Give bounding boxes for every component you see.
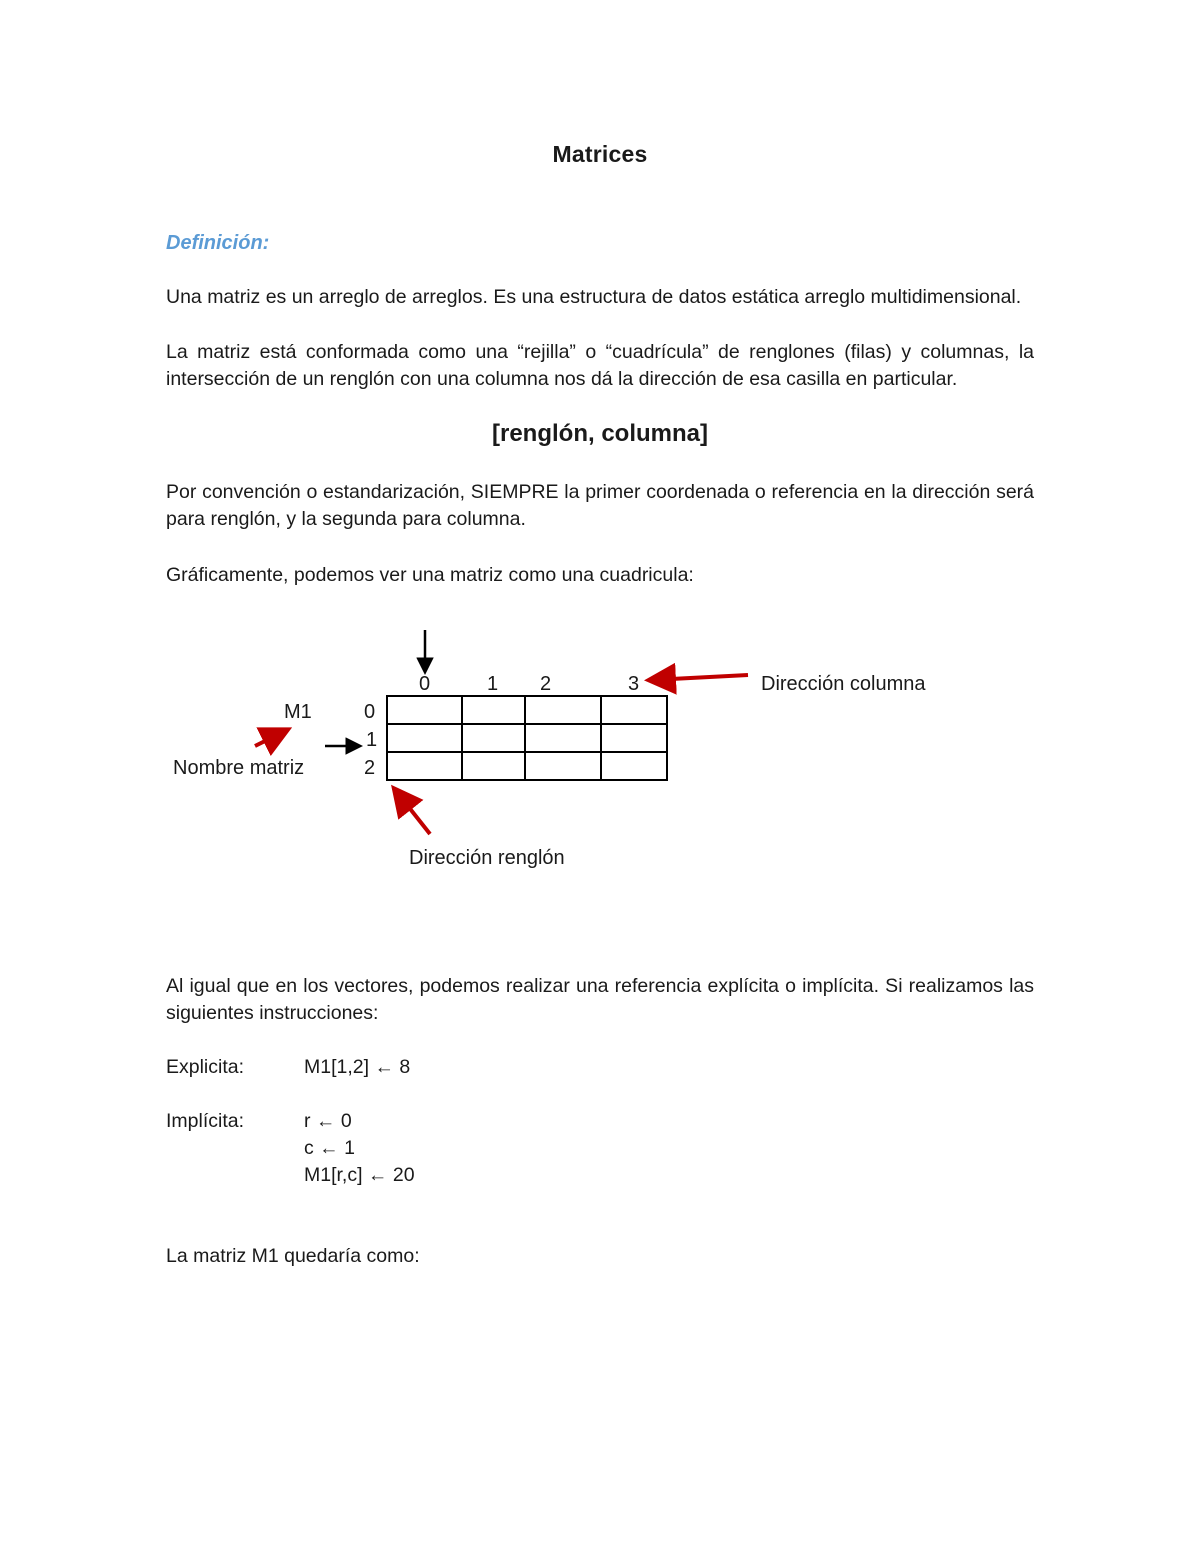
row-index-label: 2 <box>364 757 376 779</box>
paragraph-grid-line-1: La matriz está conformada como una “rejilla” o “cuadrícula” de renglones (filas) y columnas, la <box>166 341 1034 363</box>
row-index-label: 0 <box>364 701 376 723</box>
explicit-label: Explicita: <box>166 1056 245 1078</box>
explicit-instruction: M1[1,2] ← 8 <box>304 1056 411 1078</box>
implicit-instruction: r ← 0 <box>304 1110 352 1132</box>
paragraph-references-line-2: siguientes instrucciones: <box>166 1002 379 1024</box>
column-index-label: 1 <box>487 673 499 695</box>
paragraph-graphic-intro: Gráficamente, podemos ver una matriz como una cuadricula: <box>166 564 694 586</box>
implicit-instruction: M1[r,c] ← 20 <box>304 1164 415 1186</box>
paragraph-convention-line-1: Por convención o estandarización, SIEMPRE la primer coordenada o referencia en la dirección será <box>166 481 1034 503</box>
implicit-label: Implícita: <box>166 1110 245 1132</box>
column-index-label: 0 <box>419 673 431 695</box>
implicit-instruction: c ← 1 <box>304 1137 355 1159</box>
column-index-label: 2 <box>540 673 552 695</box>
paragraph-result-intro: La matriz M1 quedaría como: <box>166 1245 420 1267</box>
paragraph-definition: Una matriz es un arreglo de arreglos. Es una estructura de datos estática arreglo multidimensional. <box>166 286 1022 308</box>
grid-border <box>387 696 667 780</box>
row-direction-arrow <box>396 791 430 834</box>
definition-heading: Definición: <box>166 232 270 254</box>
matrix-grid <box>387 696 667 780</box>
column-index-label: 3 <box>628 673 640 695</box>
column-direction-arrow <box>652 675 748 680</box>
row-direction-caption: Dirección renglón <box>409 847 565 869</box>
paragraph-convention-line-2: para renglón, y la segunda para columna. <box>166 508 526 530</box>
page-title: Matrices <box>552 141 648 167</box>
coordinate-format-heading: [renglón, columna] <box>492 420 708 447</box>
matrix-name-label: M1 <box>284 701 312 723</box>
matrix-name-arrow <box>255 731 285 746</box>
column-direction-caption: Dirección columna <box>761 673 926 695</box>
row-index-label: 1 <box>366 729 378 751</box>
paragraph-grid-line-2: intersección de un renglón con una columna nos dá la dirección de esa casilla en particular. <box>166 368 958 390</box>
paragraph-references-line-1: Al igual que en los vectores, podemos realizar una referencia explícita o implícita. Si realizamos las <box>166 975 1034 997</box>
matrix-name-caption: Nombre matriz <box>173 757 305 779</box>
